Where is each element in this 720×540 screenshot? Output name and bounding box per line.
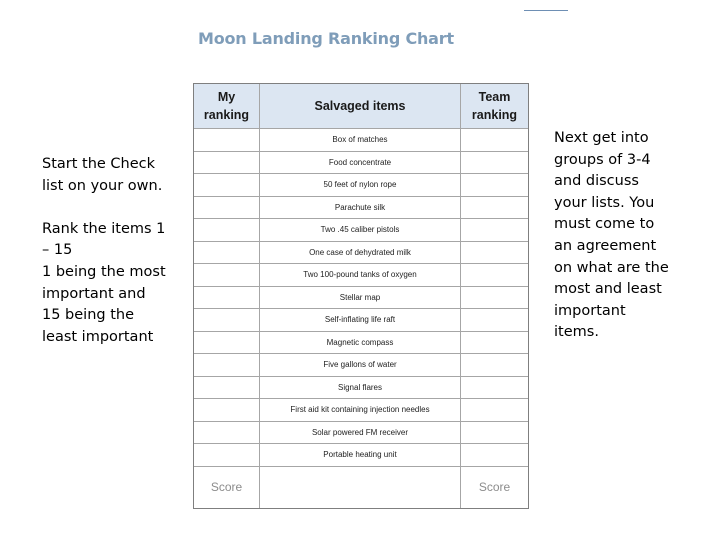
my-ranking-cell[interactable] — [194, 421, 260, 444]
score-spacer-cell — [260, 466, 461, 508]
my-ranking-cell[interactable] — [194, 219, 260, 242]
team-ranking-cell[interactable] — [461, 444, 529, 467]
score-row — [194, 466, 529, 508]
my-ranking-cell[interactable] — [194, 331, 260, 354]
item-name: Food concentrate — [260, 151, 461, 174]
top-divider-line — [524, 10, 568, 11]
team-ranking-cell[interactable] — [461, 264, 529, 287]
table-header-row — [194, 84, 529, 129]
header-salvaged-items: Salvaged items — [260, 84, 461, 129]
item-name: First aid kit containing injection needles — [260, 399, 461, 422]
team-ranking-cell[interactable] — [461, 286, 529, 309]
team-ranking-cell[interactable] — [461, 219, 529, 242]
team-ranking-cell[interactable] — [461, 196, 529, 219]
team-ranking-cell[interactable] — [461, 309, 529, 332]
item-name: One case of dehydrated milk — [260, 241, 461, 264]
my-ranking-cell[interactable] — [194, 376, 260, 399]
my-ranking-cell[interactable] — [194, 174, 260, 197]
my-ranking-cell[interactable] — [194, 129, 260, 152]
team-ranking-cell[interactable] — [461, 354, 529, 377]
table-row — [194, 331, 529, 354]
item-name: Magnetic compass — [260, 331, 461, 354]
table-row — [194, 399, 529, 422]
item-name: Two 100-pound tanks of oxygen — [260, 264, 461, 287]
table-row — [194, 354, 529, 377]
team-ranking-cell[interactable] — [461, 421, 529, 444]
table-row — [194, 309, 529, 332]
table-row — [194, 444, 529, 467]
table-row — [194, 241, 529, 264]
team-ranking-cell[interactable] — [461, 331, 529, 354]
table-row — [194, 376, 529, 399]
team-ranking-cell[interactable] — [461, 174, 529, 197]
table-row — [194, 151, 529, 174]
instructions-left — [42, 154, 166, 348]
my-ranking-cell[interactable] — [194, 286, 260, 309]
my-ranking-cell[interactable] — [194, 354, 260, 377]
table-row — [194, 219, 529, 242]
item-name: Parachute silk — [260, 196, 461, 219]
item-name: Stellar map — [260, 286, 461, 309]
instruction-rank: Rank the items 1 – 15 — [42, 220, 166, 259]
my-ranking-cell[interactable] — [194, 399, 260, 422]
team-score-cell[interactable]: Score — [461, 466, 529, 508]
item-name: Solar powered FM receiver — [260, 421, 461, 444]
team-ranking-cell[interactable] — [461, 151, 529, 174]
table-row — [194, 286, 529, 309]
my-ranking-cell[interactable] — [194, 241, 260, 264]
instruction-groups: Next get into groups of 3-4 and discuss your lists. You must come to an agreement on what are the most and least important items. — [554, 130, 669, 341]
my-ranking-cell[interactable] — [194, 309, 260, 332]
table-row — [194, 174, 529, 197]
item-name: Two .45 caliber pistols — [260, 219, 461, 242]
table-row — [194, 264, 529, 287]
my-score-cell[interactable]: Score — [194, 466, 260, 508]
item-name: Five gallons of water — [260, 354, 461, 377]
instruction-rank-detail: 1 being the most important and 15 being the least important — [42, 263, 166, 345]
instruction-start: Start the Check list on your own. — [42, 156, 163, 194]
item-name: 50 feet of nylon rope — [260, 174, 461, 197]
chart-title: Moon Landing Ranking Chart — [198, 29, 454, 48]
instructions-right — [554, 128, 674, 344]
ranking-table — [193, 83, 529, 509]
team-ranking-cell[interactable] — [461, 129, 529, 152]
table-row — [194, 421, 529, 444]
item-name: Portable heating unit — [260, 444, 461, 467]
team-ranking-cell[interactable] — [461, 376, 529, 399]
team-ranking-cell[interactable] — [461, 241, 529, 264]
item-name: Signal flares — [260, 376, 461, 399]
my-ranking-cell[interactable] — [194, 264, 260, 287]
item-name: Self-inflating life raft — [260, 309, 461, 332]
team-ranking-cell[interactable] — [461, 399, 529, 422]
header-team-ranking: Team ranking — [461, 84, 529, 129]
my-ranking-cell[interactable] — [194, 444, 260, 467]
item-name: Box of matches — [260, 129, 461, 152]
my-ranking-cell[interactable] — [194, 196, 260, 219]
table-row — [194, 196, 529, 219]
table-row — [194, 129, 529, 152]
my-ranking-cell[interactable] — [194, 151, 260, 174]
header-my-ranking: My ranking — [194, 84, 260, 129]
